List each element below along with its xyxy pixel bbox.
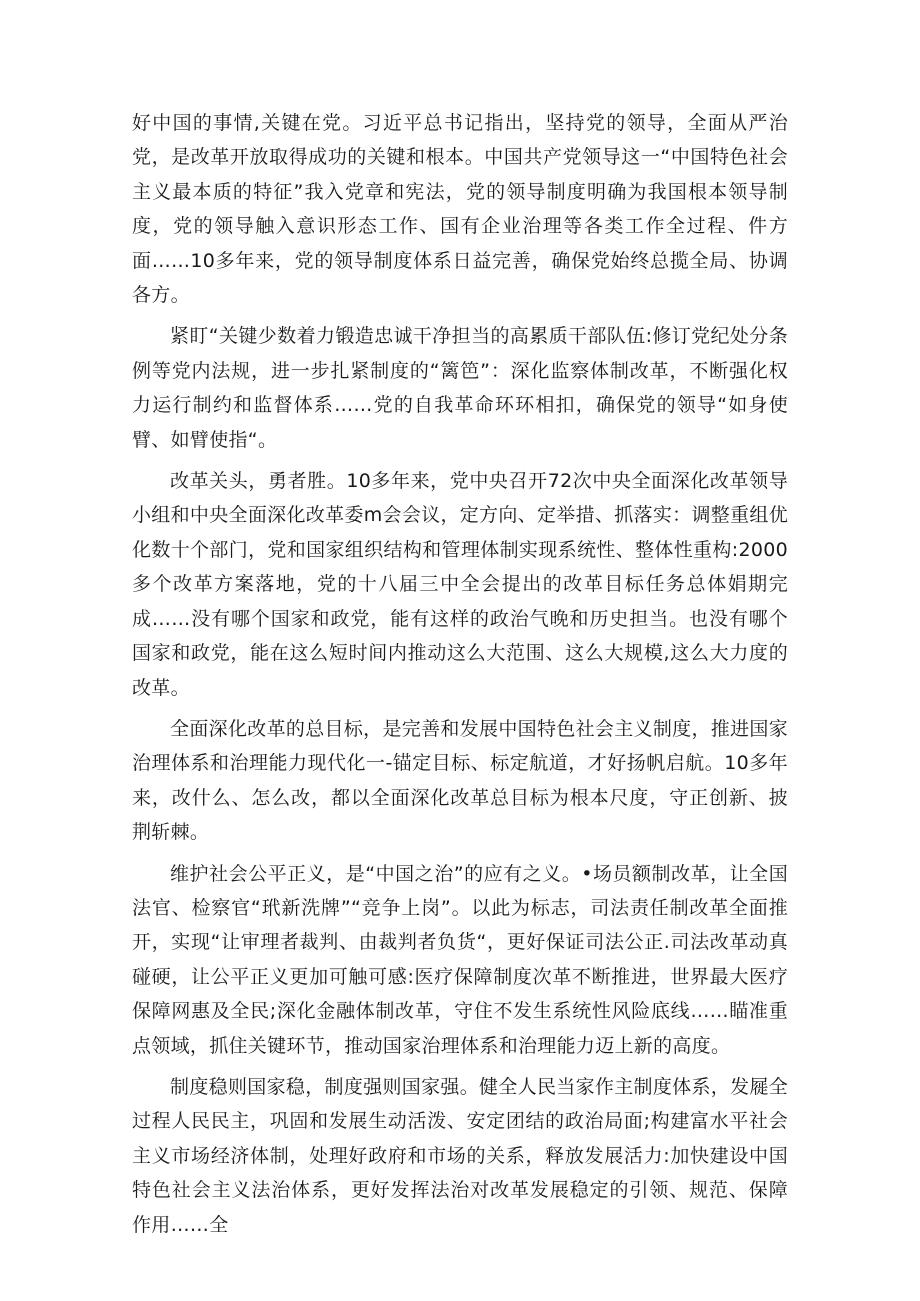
document-body <box>132 106 788 1249</box>
paragraph-2: 紧盯“关键少数着力锻造忠诚干净担当的高累质干部队伍:修订党纪处分条例等党内法规，进一步扎紧制度的“篱笆”：深化监察体制改革，不断强化权力运行制约和监督体系……党的自我革命环环相扣，确保党的领导“如身使臂、如臂使指“。 <box>132 325 788 451</box>
paragraph-1: 好中国的事情,关键在党。习近平总书记指出，坚持党的领导，全面从严治党，是改革开放取得成功的关键和根本。中国共产党领导这一“中国特色社会主义最本质的特征”我入党章和宪法，党的领导制度明确为我国根本领导制度，党的领导触入意识形态工作、国有企业治理等各类工作全过程、件方面……10多年来，党的领导制度体系日益完善，确保党始终总揽全局、协调各方。 <box>132 112 788 307</box>
paragraph-3: 改革关头，勇者胜。10多年来，党中央召开72次中央全面深化改革领导小组和中央全面深化改革委m会会议，定方向、定举措、抓落实：调整重组优化数十个部门，党和国家组织结构和管理体制实现系统性、整体性重构:2000多个改革方案落地，党的十八届三中全会提出的改革目标任务总体娟期完成……没有哪个国家和政党，能有这样的政治气晚和历史担当。也没有哪个国家和政党，能在这么短时间内推动这么大范围、这么大规模,这么大力度的改革。 <box>132 470 788 699</box>
paragraph-6: 制度稳则国家稳，制度强则国家强。健全人民当家作主制度体系，发屣全过程人民民主，巩固和发展生动活泼、安定团结的政治局面;构建富水平社会主义市场经济体制，处理好政府和市场的关系，释放发展活力:加快建设中国特色社会主义法治体系，更好发挥法治对改革发展稳定的引领、规范、保障作用……全 <box>132 1075 788 1236</box>
paragraph-5: 维护社会公平正义，是“中国之治”的应有之义。•场员额制改革，让全国法官、检察官“玳新洗牌”“竞争上岗”。以此为标志，司法责任制改革全面推开，实现“让审理者裁判、由裁判者负货“，更好保证司法公正.司法改革动真碰硬，让公平正义更加可触可感:医疗保障制度次革不断推进，世界最大医疗保障网惠及全民;深化金融体制改革，守住不发生系统性风险底线……瞄准重点领域，抓住关键环节，推动国家治理体系和治理能力迈上新的高度。 <box>132 862 788 1057</box>
paragraph-4: 全面深化改革的总目标，是完善和发展中国特色社会主义制度，推进国家治理体系和治理能力现代化一-锚定目标、标定航道，才好扬帆启航。10多年来，改什么、怎么改，都以全面深化改革总目标为根本尺度，守正创新、披荆斩棘。 <box>132 717 788 844</box>
